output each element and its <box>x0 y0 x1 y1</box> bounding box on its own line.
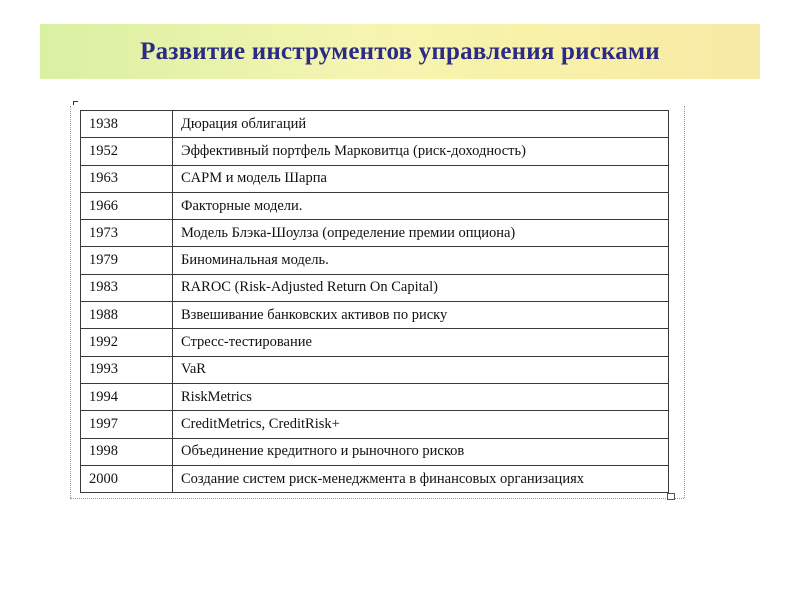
year-cell: 1992 <box>81 329 173 356</box>
event-cell: Эффективный портфель Марковитца (риск-доходность) <box>173 138 669 165</box>
event-cell: Дюрация облигаций <box>173 111 669 138</box>
table-row <box>81 302 669 329</box>
risk-tools-timeline-table <box>80 110 669 493</box>
year-cell: 1973 <box>81 220 173 247</box>
event-cell: Создание систем риск-менеджмента в финансовых организациях <box>173 465 669 492</box>
table-row <box>81 356 669 383</box>
table-row <box>81 438 669 465</box>
year-cell: 1998 <box>81 438 173 465</box>
table-move-handle-icon <box>73 101 78 105</box>
table-row <box>81 192 669 219</box>
event-cell: RiskMetrics <box>173 383 669 410</box>
table-resize-handle-icon <box>667 493 675 500</box>
event-cell: RAROC (Risk-Adjusted Return On Capital) <box>173 274 669 301</box>
table-row <box>81 329 669 356</box>
table-row <box>81 274 669 301</box>
table-row <box>81 138 669 165</box>
year-cell: 1988 <box>81 302 173 329</box>
year-cell: 1983 <box>81 274 173 301</box>
year-cell: 1952 <box>81 138 173 165</box>
event-cell: Объединение кредитного и рыночного рисков <box>173 438 669 465</box>
year-cell: 1963 <box>81 165 173 192</box>
page-title: Развитие инструментов управления рисками <box>140 37 660 65</box>
year-cell: 1979 <box>81 247 173 274</box>
table-row <box>81 111 669 138</box>
year-cell: 2000 <box>81 465 173 492</box>
event-cell: Стресс-тестирование <box>173 329 669 356</box>
text-boundary-bottom <box>70 498 684 499</box>
table-row <box>81 165 669 192</box>
year-cell: 1993 <box>81 356 173 383</box>
text-boundary-right <box>684 106 685 498</box>
table-row <box>81 411 669 438</box>
year-cell: 1997 <box>81 411 173 438</box>
title-banner <box>40 24 760 79</box>
year-cell: 1994 <box>81 383 173 410</box>
event-cell: Модель Блэка-Шоулза (определение премии опциона) <box>173 220 669 247</box>
event-cell: Биноминальная модель. <box>173 247 669 274</box>
table-row <box>81 383 669 410</box>
embedded-document <box>70 104 686 504</box>
event-cell: VaR <box>173 356 669 383</box>
year-cell: 1966 <box>81 192 173 219</box>
table-row <box>81 220 669 247</box>
event-cell: Факторные модели. <box>173 192 669 219</box>
event-cell: CreditMetrics, CreditRisk+ <box>173 411 669 438</box>
table-row <box>81 247 669 274</box>
text-boundary-left <box>70 106 71 498</box>
event-cell: Взвешивание банковских активов по риску <box>173 302 669 329</box>
year-cell: 1938 <box>81 111 173 138</box>
table-row <box>81 465 669 492</box>
event-cell: CAPM и модель Шарпа <box>173 165 669 192</box>
